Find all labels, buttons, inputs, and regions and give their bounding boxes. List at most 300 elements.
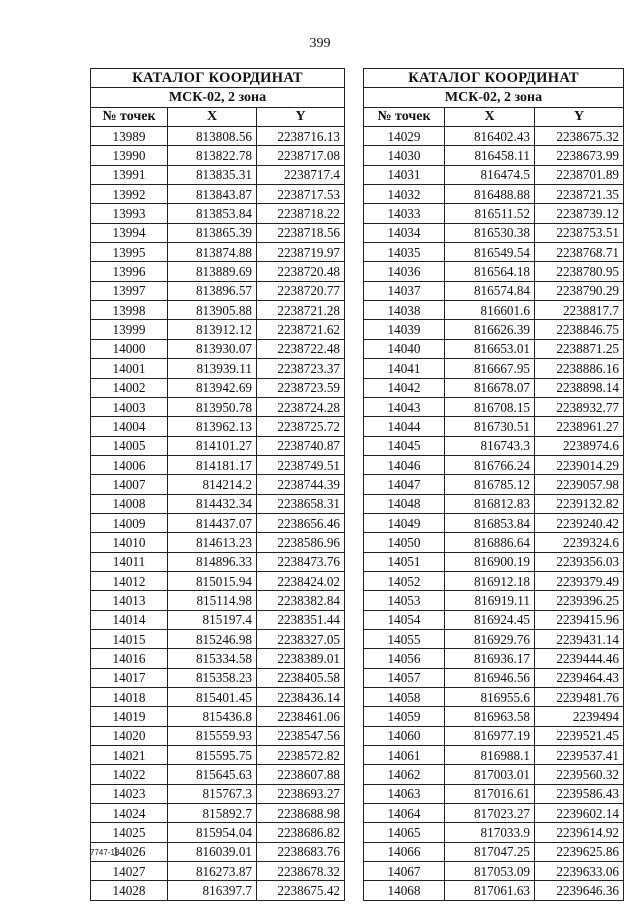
table-row: [364, 494, 624, 513]
x-coordinate-cell: 816886.64: [445, 533, 535, 552]
point-number-cell: 14064: [364, 804, 445, 823]
x-coordinate-cell: 816977.19: [445, 726, 535, 745]
table-row: [364, 629, 624, 648]
point-number-cell: 14052: [364, 571, 445, 590]
y-coordinate-cell: 2239464.43: [535, 668, 624, 687]
x-coordinate-cell: 813874.88: [168, 243, 257, 262]
y-coordinate-cell: 2239379.49: [535, 571, 624, 590]
point-number-cell: 14058: [364, 688, 445, 707]
x-coordinate-cell: 816474.5: [445, 165, 535, 184]
x-coordinate-cell: 813865.39: [168, 223, 257, 242]
y-coordinate-cell: 2238436.14: [257, 688, 345, 707]
point-number-cell: 14017: [91, 668, 168, 687]
x-coordinate-cell: 816919.11: [445, 591, 535, 610]
table-row: [364, 436, 624, 455]
point-number-cell: 14031: [364, 165, 445, 184]
table-row: [364, 784, 624, 803]
y-coordinate-cell: 2238547.56: [257, 726, 345, 745]
x-coordinate-cell: 817033.9: [445, 823, 535, 842]
y-coordinate-cell: 2239646.36: [535, 881, 624, 900]
point-number-cell: 14006: [91, 455, 168, 474]
point-number-cell: 13995: [91, 243, 168, 262]
x-coordinate-cell: 817061.63: [445, 881, 535, 900]
x-coordinate-cell: 815334.58: [168, 649, 257, 668]
table-row: [364, 146, 624, 165]
point-number-cell: 14020: [91, 726, 168, 745]
point-number-cell: 13998: [91, 301, 168, 320]
table-row: [364, 127, 624, 146]
point-number-cell: 14039: [364, 320, 445, 339]
x-coordinate-cell: 813950.78: [168, 397, 257, 416]
point-number-cell: 14045: [364, 436, 445, 455]
y-coordinate-cell: 2239324.6: [535, 533, 624, 552]
x-coordinate-cell: 816626.39: [445, 320, 535, 339]
x-coordinate-cell: 813822.78: [168, 146, 257, 165]
y-coordinate-cell: 2238721.28: [257, 301, 345, 320]
column-header-point-number: № точек: [364, 107, 445, 126]
table-row: [91, 765, 345, 784]
table-row: [91, 165, 345, 184]
y-coordinate-cell: 2238744.39: [257, 475, 345, 494]
x-coordinate-cell: 815436.8: [168, 707, 257, 726]
x-coordinate-cell: 816853.84: [445, 513, 535, 532]
x-coordinate-cell: 816549.54: [445, 243, 535, 262]
y-coordinate-cell: 2238974.6: [535, 436, 624, 455]
table-row: [91, 339, 345, 358]
y-coordinate-cell: 2238720.77: [257, 281, 345, 300]
y-coordinate-cell: 2239521.45: [535, 726, 624, 745]
x-coordinate-cell: 816564.18: [445, 262, 535, 281]
x-coordinate-cell: 816397.7: [168, 881, 257, 900]
point-number-cell: 14028: [91, 881, 168, 900]
y-coordinate-cell: 2238846.75: [535, 320, 624, 339]
x-coordinate-cell: 813843.87: [168, 185, 257, 204]
y-coordinate-cell: 2239481.76: [535, 688, 624, 707]
x-coordinate-cell: 813808.56: [168, 127, 257, 146]
y-coordinate-cell: 2239132.82: [535, 494, 624, 513]
point-number-cell: 14057: [364, 668, 445, 687]
point-number-cell: 14046: [364, 455, 445, 474]
x-coordinate-cell: 816946.56: [445, 668, 535, 687]
point-number-cell: 14054: [364, 610, 445, 629]
table-row: [91, 571, 345, 590]
x-coordinate-cell: 816988.1: [445, 746, 535, 765]
y-coordinate-cell: 2238717.08: [257, 146, 345, 165]
point-number-cell: 14067: [364, 862, 445, 881]
x-coordinate-cell: 814101.27: [168, 436, 257, 455]
table-row: [364, 862, 624, 881]
y-coordinate-cell: 2238607.88: [257, 765, 345, 784]
y-coordinate-cell: 2238693.27: [257, 784, 345, 803]
y-coordinate-cell: 2238678.32: [257, 862, 345, 881]
table-row: [364, 320, 624, 339]
y-coordinate-cell: 2238719.97: [257, 243, 345, 262]
x-coordinate-cell: 813942.69: [168, 378, 257, 397]
table-row: [364, 455, 624, 474]
point-number-cell: 14027: [91, 862, 168, 881]
column-header-y: Y: [257, 107, 345, 126]
point-number-cell: 14012: [91, 571, 168, 590]
point-number-cell: 14051: [364, 552, 445, 571]
y-coordinate-cell: 2239586.43: [535, 784, 624, 803]
point-number-cell: 13992: [91, 185, 168, 204]
y-coordinate-cell: 2238749.51: [257, 455, 345, 474]
y-coordinate-cell: 2239537.41: [535, 746, 624, 765]
x-coordinate-cell: 816924.45: [445, 610, 535, 629]
x-coordinate-cell: 813853.84: [168, 204, 257, 223]
point-number-cell: 14009: [91, 513, 168, 532]
point-number-cell: 13990: [91, 146, 168, 165]
x-coordinate-cell: 816708.15: [445, 397, 535, 416]
x-coordinate-cell: 816601.6: [445, 301, 535, 320]
point-number-cell: 14062: [364, 765, 445, 784]
y-coordinate-cell: 2238424.02: [257, 571, 345, 590]
point-number-cell: 14050: [364, 533, 445, 552]
y-coordinate-cell: 2239614.92: [535, 823, 624, 842]
x-coordinate-cell: 816766.24: [445, 455, 535, 474]
table-row: [364, 513, 624, 532]
y-coordinate-cell: 2238327.05: [257, 629, 345, 648]
y-coordinate-cell: 2238686.82: [257, 823, 345, 842]
point-number-cell: 13991: [91, 165, 168, 184]
y-coordinate-cell: 2238675.42: [257, 881, 345, 900]
x-coordinate-cell: 816530.38: [445, 223, 535, 242]
table-row: [91, 436, 345, 455]
y-coordinate-cell: 2238717.4: [257, 165, 345, 184]
catalog-title: КАТАЛОГ КООРДИНАТ: [364, 69, 624, 88]
point-number-cell: 14007: [91, 475, 168, 494]
x-coordinate-cell: 816678.07: [445, 378, 535, 397]
y-coordinate-cell: 2238932.77: [535, 397, 624, 416]
column-header-x: X: [445, 107, 535, 126]
y-coordinate-cell: 2238718.22: [257, 204, 345, 223]
point-number-cell: 14003: [91, 397, 168, 416]
table-row: [91, 591, 345, 610]
x-coordinate-cell: 816900.19: [445, 552, 535, 571]
point-number-cell: 14026: [91, 842, 168, 861]
table-row: [364, 842, 624, 861]
table-row: [91, 223, 345, 242]
point-number-cell: 14059: [364, 707, 445, 726]
x-coordinate-cell: 816929.76: [445, 629, 535, 648]
table-row: [364, 359, 624, 378]
point-number-cell: 14033: [364, 204, 445, 223]
x-coordinate-cell: 815645.63: [168, 765, 257, 784]
table-row: [91, 417, 345, 436]
x-coordinate-cell: 815954.04: [168, 823, 257, 842]
point-number-cell: 14065: [364, 823, 445, 842]
table-row: [91, 513, 345, 532]
point-number-cell: 14063: [364, 784, 445, 803]
y-coordinate-cell: 2238725.72: [257, 417, 345, 436]
x-coordinate-cell: 817053.09: [445, 862, 535, 881]
point-number-cell: 14047: [364, 475, 445, 494]
x-coordinate-cell: 816936.17: [445, 649, 535, 668]
y-coordinate-cell: 2238656.46: [257, 513, 345, 532]
point-number-cell: 13994: [91, 223, 168, 242]
x-coordinate-cell: 815358.23: [168, 668, 257, 687]
catalog-title: КАТАЛОГ КООРДИНАТ: [91, 69, 345, 88]
y-coordinate-cell: 2238739.12: [535, 204, 624, 223]
point-number-cell: 14005: [91, 436, 168, 455]
point-number-cell: 14025: [91, 823, 168, 842]
point-number-cell: 14049: [364, 513, 445, 532]
table-row: [91, 301, 345, 320]
table-row: [364, 243, 624, 262]
table-row: [364, 281, 624, 300]
table-row: [91, 881, 345, 900]
x-coordinate-cell: 813939.11: [168, 359, 257, 378]
x-coordinate-cell: 816667.95: [445, 359, 535, 378]
x-coordinate-cell: 816653.01: [445, 339, 535, 358]
y-coordinate-cell: 2238817.7: [535, 301, 624, 320]
y-coordinate-cell: 2239444.46: [535, 649, 624, 668]
point-number-cell: 13997: [91, 281, 168, 300]
point-number-cell: 14037: [364, 281, 445, 300]
table-row: [91, 320, 345, 339]
x-coordinate-cell: 816511.52: [445, 204, 535, 223]
x-coordinate-cell: 816730.51: [445, 417, 535, 436]
table-row: [364, 378, 624, 397]
table-row: [91, 688, 345, 707]
point-number-cell: 14032: [364, 185, 445, 204]
point-number-cell: 14041: [364, 359, 445, 378]
y-coordinate-cell: 2238886.16: [535, 359, 624, 378]
y-coordinate-cell: 2238718.56: [257, 223, 345, 242]
table-row: [364, 765, 624, 784]
y-coordinate-cell: 2239602.14: [535, 804, 624, 823]
y-coordinate-cell: 2239625.86: [535, 842, 624, 861]
point-number-cell: 14014: [91, 610, 168, 629]
y-coordinate-cell: 2239633.06: [535, 862, 624, 881]
header-row: [364, 107, 624, 126]
table-row: [364, 707, 624, 726]
y-coordinate-cell: 2238572.82: [257, 746, 345, 765]
point-number-cell: 13999: [91, 320, 168, 339]
page-number: 399: [309, 36, 331, 51]
table-row: [91, 243, 345, 262]
y-coordinate-cell: 2239396.25: [535, 591, 624, 610]
point-number-cell: 14000: [91, 339, 168, 358]
x-coordinate-cell: 815595.75: [168, 746, 257, 765]
point-number-cell: 14015: [91, 629, 168, 648]
point-number-cell: 13993: [91, 204, 168, 223]
point-number-cell: 14002: [91, 378, 168, 397]
table-row: [91, 552, 345, 571]
column-header-point-number: № точек: [91, 107, 168, 126]
table-row: [364, 223, 624, 242]
x-coordinate-cell: 815246.98: [168, 629, 257, 648]
x-coordinate-cell: 814437.07: [168, 513, 257, 532]
point-number-cell: 13989: [91, 127, 168, 146]
y-coordinate-cell: 2238688.98: [257, 804, 345, 823]
x-coordinate-cell: 815197.4: [168, 610, 257, 629]
table-row: [91, 862, 345, 881]
point-number-cell: 14061: [364, 746, 445, 765]
y-coordinate-cell: 2238723.59: [257, 378, 345, 397]
column-header-x: X: [168, 107, 257, 126]
y-coordinate-cell: 2238740.87: [257, 436, 345, 455]
table-row: [91, 804, 345, 823]
point-number-cell: 14040: [364, 339, 445, 358]
table-row: [364, 823, 624, 842]
y-coordinate-cell: 2239431.14: [535, 629, 624, 648]
y-coordinate-cell: 2238753.51: [535, 223, 624, 242]
x-coordinate-cell: 814432.34: [168, 494, 257, 513]
table-row: [364, 881, 624, 900]
table-row: [364, 610, 624, 629]
point-number-cell: 14011: [91, 552, 168, 571]
x-coordinate-cell: 815015.94: [168, 571, 257, 590]
table-row: [364, 591, 624, 610]
table-row: [364, 552, 624, 571]
x-coordinate-cell: 813889.69: [168, 262, 257, 281]
table-row: [364, 746, 624, 765]
table-row: [91, 204, 345, 223]
table-row: [364, 339, 624, 358]
x-coordinate-cell: 816963.58: [445, 707, 535, 726]
x-coordinate-cell: 816488.88: [445, 185, 535, 204]
x-coordinate-cell: 816955.6: [445, 688, 535, 707]
point-number-cell: 14043: [364, 397, 445, 416]
point-number-cell: 14038: [364, 301, 445, 320]
y-coordinate-cell: 2238586.96: [257, 533, 345, 552]
point-number-cell: 14055: [364, 629, 445, 648]
point-number-cell: 14029: [364, 127, 445, 146]
table-row: [91, 494, 345, 513]
column-header-y: Y: [535, 107, 624, 126]
y-coordinate-cell: 2239415.96: [535, 610, 624, 629]
table-row: [91, 726, 345, 745]
y-coordinate-cell: 2238721.35: [535, 185, 624, 204]
y-coordinate-cell: 2238721.62: [257, 320, 345, 339]
table-row: [91, 842, 345, 861]
x-coordinate-cell: 816912.18: [445, 571, 535, 590]
table-row: [91, 707, 345, 726]
table-row: [364, 301, 624, 320]
table-row: [364, 185, 624, 204]
y-coordinate-cell: 2238717.53: [257, 185, 345, 204]
y-coordinate-cell: 2239014.29: [535, 455, 624, 474]
table-row: [91, 281, 345, 300]
table-row: [364, 262, 624, 281]
table-row: [91, 455, 345, 474]
header-row: [91, 107, 345, 126]
x-coordinate-cell: 815892.7: [168, 804, 257, 823]
point-number-cell: 14034: [364, 223, 445, 242]
y-coordinate-cell: 2238658.31: [257, 494, 345, 513]
y-coordinate-cell: 2238716.13: [257, 127, 345, 146]
table-row: [364, 649, 624, 668]
y-coordinate-cell: 2238382.84: [257, 591, 345, 610]
coordinate-catalog-left: [90, 68, 345, 901]
y-coordinate-cell: 2238720.48: [257, 262, 345, 281]
table-row: [91, 746, 345, 765]
point-number-cell: 14042: [364, 378, 445, 397]
table-row: [91, 533, 345, 552]
x-coordinate-cell: 813896.57: [168, 281, 257, 300]
x-coordinate-cell: 816812.83: [445, 494, 535, 513]
point-number-cell: 14044: [364, 417, 445, 436]
point-number-cell: 14066: [364, 842, 445, 861]
y-coordinate-cell: 2238673.99: [535, 146, 624, 165]
x-coordinate-cell: 816458.11: [445, 146, 535, 165]
point-number-cell: 14001: [91, 359, 168, 378]
x-coordinate-cell: 816273.87: [168, 862, 257, 881]
point-number-cell: 14023: [91, 784, 168, 803]
y-coordinate-cell: 2238389.01: [257, 649, 345, 668]
x-coordinate-cell: 813905.88: [168, 301, 257, 320]
table-row: [364, 397, 624, 416]
x-coordinate-cell: 814214.2: [168, 475, 257, 494]
table-row: [364, 475, 624, 494]
y-coordinate-cell: 2238405.58: [257, 668, 345, 687]
point-number-cell: 14060: [364, 726, 445, 745]
point-number-cell: 14019: [91, 707, 168, 726]
x-coordinate-cell: 813912.12: [168, 320, 257, 339]
x-coordinate-cell: 816039.01: [168, 842, 257, 861]
point-number-cell: 14010: [91, 533, 168, 552]
table-row: [364, 165, 624, 184]
catalog-subtitle: МСК-02, 2 зона: [91, 88, 345, 107]
y-coordinate-cell: 2238961.27: [535, 417, 624, 436]
document-code: 7747-18: [90, 848, 120, 857]
point-number-cell: 14056: [364, 649, 445, 668]
y-coordinate-cell: 2239356.03: [535, 552, 624, 571]
table-row: [364, 417, 624, 436]
y-coordinate-cell: 2238473.76: [257, 552, 345, 571]
y-coordinate-cell: 2239494: [535, 707, 624, 726]
point-number-cell: 14048: [364, 494, 445, 513]
point-number-cell: 14021: [91, 746, 168, 765]
x-coordinate-cell: 813962.13: [168, 417, 257, 436]
x-coordinate-cell: 815401.45: [168, 688, 257, 707]
point-number-cell: 14035: [364, 243, 445, 262]
y-coordinate-cell: 2238724.28: [257, 397, 345, 416]
x-coordinate-cell: 816402.43: [445, 127, 535, 146]
coordinate-catalog-right: [363, 68, 624, 901]
point-number-cell: 14008: [91, 494, 168, 513]
point-number-cell: 14068: [364, 881, 445, 900]
table-row: [91, 668, 345, 687]
y-coordinate-cell: 2239240.42: [535, 513, 624, 532]
y-coordinate-cell: 2238351.44: [257, 610, 345, 629]
point-number-cell: 14036: [364, 262, 445, 281]
y-coordinate-cell: 2238723.37: [257, 359, 345, 378]
y-coordinate-cell: 2239560.32: [535, 765, 624, 784]
x-coordinate-cell: 813930.07: [168, 339, 257, 358]
y-coordinate-cell: 2238675.32: [535, 127, 624, 146]
y-coordinate-cell: 2238768.71: [535, 243, 624, 262]
point-number-cell: 14013: [91, 591, 168, 610]
y-coordinate-cell: 2238790.29: [535, 281, 624, 300]
x-coordinate-cell: 816785.12: [445, 475, 535, 494]
y-coordinate-cell: 2239057.98: [535, 475, 624, 494]
x-coordinate-cell: 815559.93: [168, 726, 257, 745]
table-row: [91, 649, 345, 668]
y-coordinate-cell: 2238871.25: [535, 339, 624, 358]
table-row: [91, 185, 345, 204]
point-number-cell: 14022: [91, 765, 168, 784]
x-coordinate-cell: 817023.27: [445, 804, 535, 823]
x-coordinate-cell: 814896.33: [168, 552, 257, 571]
table-row: [91, 359, 345, 378]
x-coordinate-cell: 817016.61: [445, 784, 535, 803]
y-coordinate-cell: 2238701.89: [535, 165, 624, 184]
x-coordinate-cell: 813835.31: [168, 165, 257, 184]
table-row: [364, 726, 624, 745]
table-row: [91, 127, 345, 146]
